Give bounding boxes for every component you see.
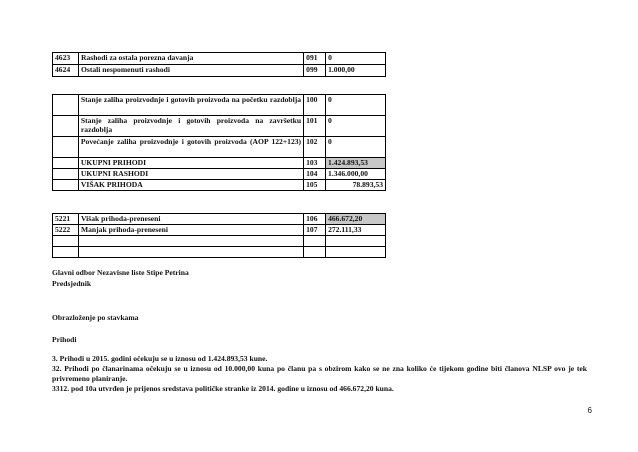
summary-table (52, 94, 386, 191)
item-name: UKUPNI RASHODI (78, 169, 303, 180)
table-row (53, 180, 386, 191)
aop-code: 106 (304, 214, 326, 225)
aop-code: 100 (304, 95, 326, 116)
empty-cell (53, 180, 79, 191)
account-name: Ostali nespomenuti rashodi (78, 65, 303, 77)
item-name: Povećanje zaliha proizvodnje i gotovih proizvoda (AOP 122+123) (78, 137, 303, 158)
amount: 1.346.000,00 (326, 169, 386, 180)
aop-code: 101 (304, 116, 326, 137)
account-code: 5222 (53, 225, 79, 236)
aop-code: 105 (304, 180, 326, 191)
empty-cell (78, 247, 303, 258)
empty-cell (304, 247, 326, 258)
account-name: Višak prihoda-preneseni (78, 214, 303, 225)
empty-cell (53, 137, 79, 158)
empty-cell (326, 236, 386, 247)
empty-cell (78, 236, 303, 247)
signature-role: Predsjednik (52, 279, 92, 288)
table-row (53, 95, 386, 116)
paragraph-line: 3. Prihodi u 2015. godini očekuju se u iznosu od 1.424.893,53 kune. (52, 354, 268, 363)
account-code: 5221 (53, 214, 79, 225)
amount: 0 (326, 116, 386, 137)
paragraph-line: 3312. pod 10a utvrđen je prijenos sredstava političke stranke iz 2014. godine u iznosu od 466.672,20 kuna. (52, 384, 394, 393)
item-name: Stanje zaliha proizvodnje i gotovih proizvoda na početku razdoblja (78, 95, 303, 116)
empty-cell (53, 116, 79, 137)
empty-cell (326, 247, 386, 258)
account-name: Rashodi za ostala porezna davanja (78, 53, 303, 65)
table-row (53, 53, 386, 65)
amount: 78.893,53 (326, 180, 386, 191)
amount: 1.424.893,53 (326, 158, 386, 169)
aop-code: 104 (304, 169, 326, 180)
section-heading: Obrazloženje po stavkama (52, 313, 139, 322)
amount: 1.000,00 (326, 65, 386, 77)
table-row (53, 169, 386, 180)
empty-cell (304, 236, 326, 247)
paragraph-line: 32. Prihodi po članarinama očekuju se u iznosu od 10.000,00 kuna po članu pa s obzirom kako se ne zna koliko će tijekom godine biti članova NLSP ovo je tek privremeno planiranje. (52, 364, 587, 383)
amount: 0 (326, 53, 386, 65)
table-row (53, 65, 386, 77)
amount: 0 (326, 95, 386, 116)
amount: 0 (326, 137, 386, 158)
account-name: Manjak prihoda-preneseni (78, 225, 303, 236)
empty-cell (53, 158, 79, 169)
table-row (53, 137, 386, 158)
table-row (53, 116, 386, 137)
table-row (53, 158, 386, 169)
account-code: 4623 (53, 53, 79, 65)
page-number: 6 (587, 406, 592, 415)
expense-table (52, 52, 386, 77)
item-name: Stanje zaliha proizvodnje i gotovih proizvoda na završetku razdoblja (78, 116, 303, 137)
item-name: VIŠAK PRIHODA (78, 180, 303, 191)
aop-code: 103 (304, 158, 326, 169)
carryover-table (52, 213, 386, 258)
aop-code: 091 (304, 53, 326, 65)
empty-cell (53, 247, 79, 258)
amount: 466.672,20 (326, 214, 386, 225)
empty-cell (53, 169, 79, 180)
table-row (53, 214, 386, 225)
empty-cell (53, 236, 79, 247)
empty-cell (53, 95, 79, 116)
account-code: 4624 (53, 65, 79, 77)
section-subheading: Prihodi (52, 335, 77, 344)
table-row (53, 225, 386, 236)
amount: 272.111,33 (326, 225, 386, 236)
table-row (53, 236, 386, 247)
aop-code: 107 (304, 225, 326, 236)
item-name: UKUPNI PRIHODI (78, 158, 303, 169)
signature-org: Glavni odbor Nezavisne liste Stipe Petrina (52, 268, 189, 277)
aop-code: 099 (304, 65, 326, 77)
aop-code: 102 (304, 137, 326, 158)
table-row (53, 247, 386, 258)
